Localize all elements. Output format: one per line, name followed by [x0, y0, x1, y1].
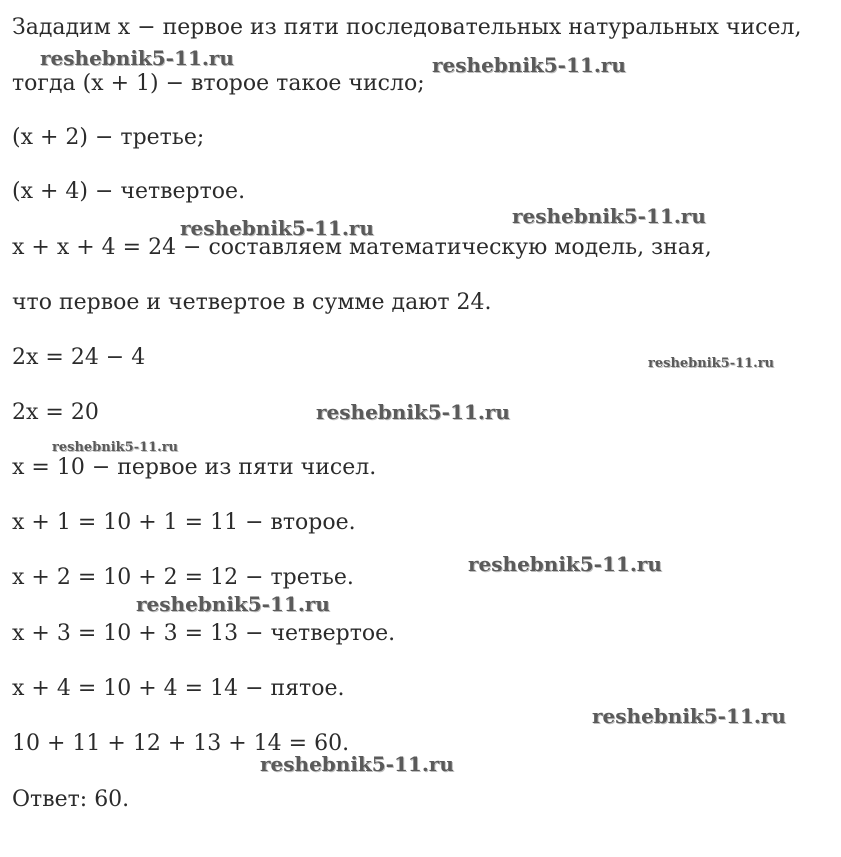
- text-line-8: 2x = 20: [12, 400, 99, 425]
- text-line-5: x + x + 4 = 24 − составляем математическую модель, зная,: [12, 235, 712, 260]
- text-line-15: Ответ: 60.: [12, 787, 130, 812]
- watermark: reshebnik5-11.ru: [468, 552, 662, 576]
- text-line-3: (x + 2) − третье;: [12, 125, 205, 150]
- text-line-11: x + 2 = 10 + 2 = 12 − третье.: [12, 565, 354, 590]
- text-line-14: 10 + 11 + 12 + 13 + 14 = 60.: [12, 731, 350, 756]
- watermark: reshebnik5-11.ru: [316, 400, 510, 424]
- watermark: reshebnik5-11.ru: [40, 46, 234, 70]
- watermark: reshebnik5-11.ru: [512, 204, 706, 228]
- watermark: reshebnik5-11.ru: [260, 752, 454, 776]
- text-line-10: x + 1 = 10 + 1 = 11 − второе.: [12, 510, 356, 535]
- watermark: reshebnik5-11.ru: [136, 592, 330, 616]
- text-line-4: (x + 4) − четвертое.: [12, 179, 246, 204]
- text-line-1: Зададим x − первое из пяти последовательных натуральных чисел,: [12, 15, 802, 40]
- watermark: reshebnik5-11.ru: [52, 440, 179, 455]
- text-line-12: x + 3 = 10 + 3 = 13 − четвертое.: [12, 621, 396, 646]
- text-line-6: что первое и четвертое в сумме дают 24.: [12, 290, 492, 315]
- text-line-7: 2x = 24 − 4: [12, 345, 146, 370]
- watermark: reshebnik5-11.ru: [592, 704, 786, 728]
- watermark: reshebnik5-11.ru: [648, 356, 775, 371]
- text-line-2: тогда (x + 1) − второе такое число;: [12, 71, 425, 96]
- text-line-13: x + 4 = 10 + 4 = 14 − пятое.: [12, 676, 345, 701]
- text-line-9: x = 10 − первое из пяти чисел.: [12, 455, 377, 480]
- watermark: reshebnik5-11.ru: [180, 216, 374, 240]
- watermark: reshebnik5-11.ru: [432, 53, 626, 77]
